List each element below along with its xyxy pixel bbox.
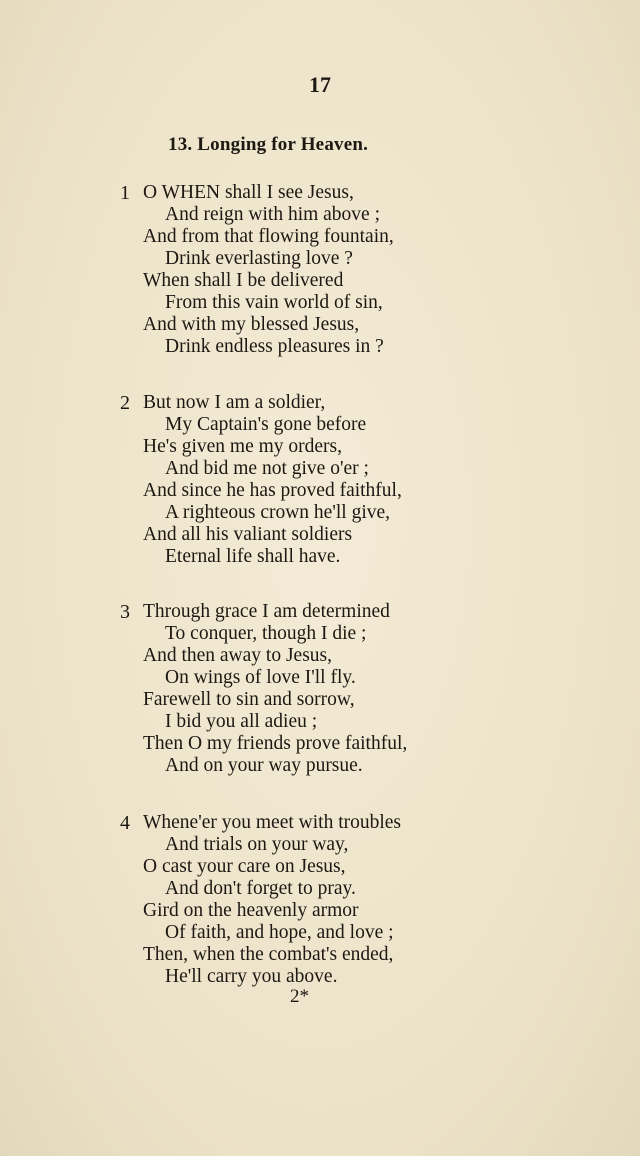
verse-line: And since he has proved faithful,: [143, 480, 402, 501]
verse-line: He'll carry you above.: [165, 966, 338, 987]
stanza-number: 2: [120, 392, 130, 414]
verse-line: To conquer, though I die ;: [165, 623, 367, 644]
verse-line: A righteous crown he'll give,: [165, 502, 391, 523]
verse-line: Whene'er you meet with troubles: [143, 812, 402, 833]
stanza-number: 3: [120, 601, 130, 623]
verse-line: And reign with him above ;: [165, 204, 381, 225]
verse-line: Drink endless pleasures in ?: [165, 336, 384, 357]
verse-line: And then away to Jesus,: [143, 645, 333, 666]
page-number: 17: [309, 72, 331, 97]
verse-line: O cast your care on Jesus,: [143, 856, 346, 877]
hymn-title: 13. Longing for Heaven.: [168, 134, 369, 155]
stanza-number: 4: [120, 812, 130, 834]
verse-line: Drink everlasting love ?: [165, 248, 353, 269]
verse-line: But now I am a soldier,: [143, 392, 326, 413]
verse-line: He's given me my orders,: [143, 436, 343, 457]
verse-line: My Captain's gone before: [165, 414, 367, 435]
stanza-number: 1: [120, 182, 130, 204]
verse-line: Of faith, and hope, and love ;: [165, 922, 394, 943]
verse-line: And trials on your way,: [165, 834, 349, 855]
verse-line: And with my blessed Jesus,: [143, 314, 360, 335]
verse-line: From this vain world of sin,: [165, 292, 383, 313]
verse-line: On wings of love I'll fly.: [165, 667, 356, 688]
verse-line: Gird on the heavenly armor: [143, 900, 359, 921]
verse-line: And from that flowing fountain,: [143, 226, 394, 247]
verse-line: Eternal life shall have.: [165, 546, 341, 567]
verse-line: Then, when the combat's ended,: [143, 944, 394, 965]
verse-line: I bid you all adieu ;: [165, 711, 318, 732]
verse-line: And don't forget to pray.: [165, 878, 356, 899]
verse-line: Through grace I am determined: [143, 601, 390, 622]
signature-mark: 2*: [290, 986, 309, 1007]
verse-line: And on your way pursue.: [165, 755, 363, 776]
verse-line: Then O my friends prove faithful,: [143, 733, 408, 754]
verse-line: And bid me not give o'er ;: [165, 458, 369, 479]
verse-line: And all his valiant soldiers: [143, 524, 353, 545]
verse-line: Farewell to sin and sorrow,: [143, 689, 355, 710]
verse-line: O WHEN shall I see Jesus,: [143, 182, 354, 203]
verse-line: When shall I be delivered: [143, 270, 344, 291]
